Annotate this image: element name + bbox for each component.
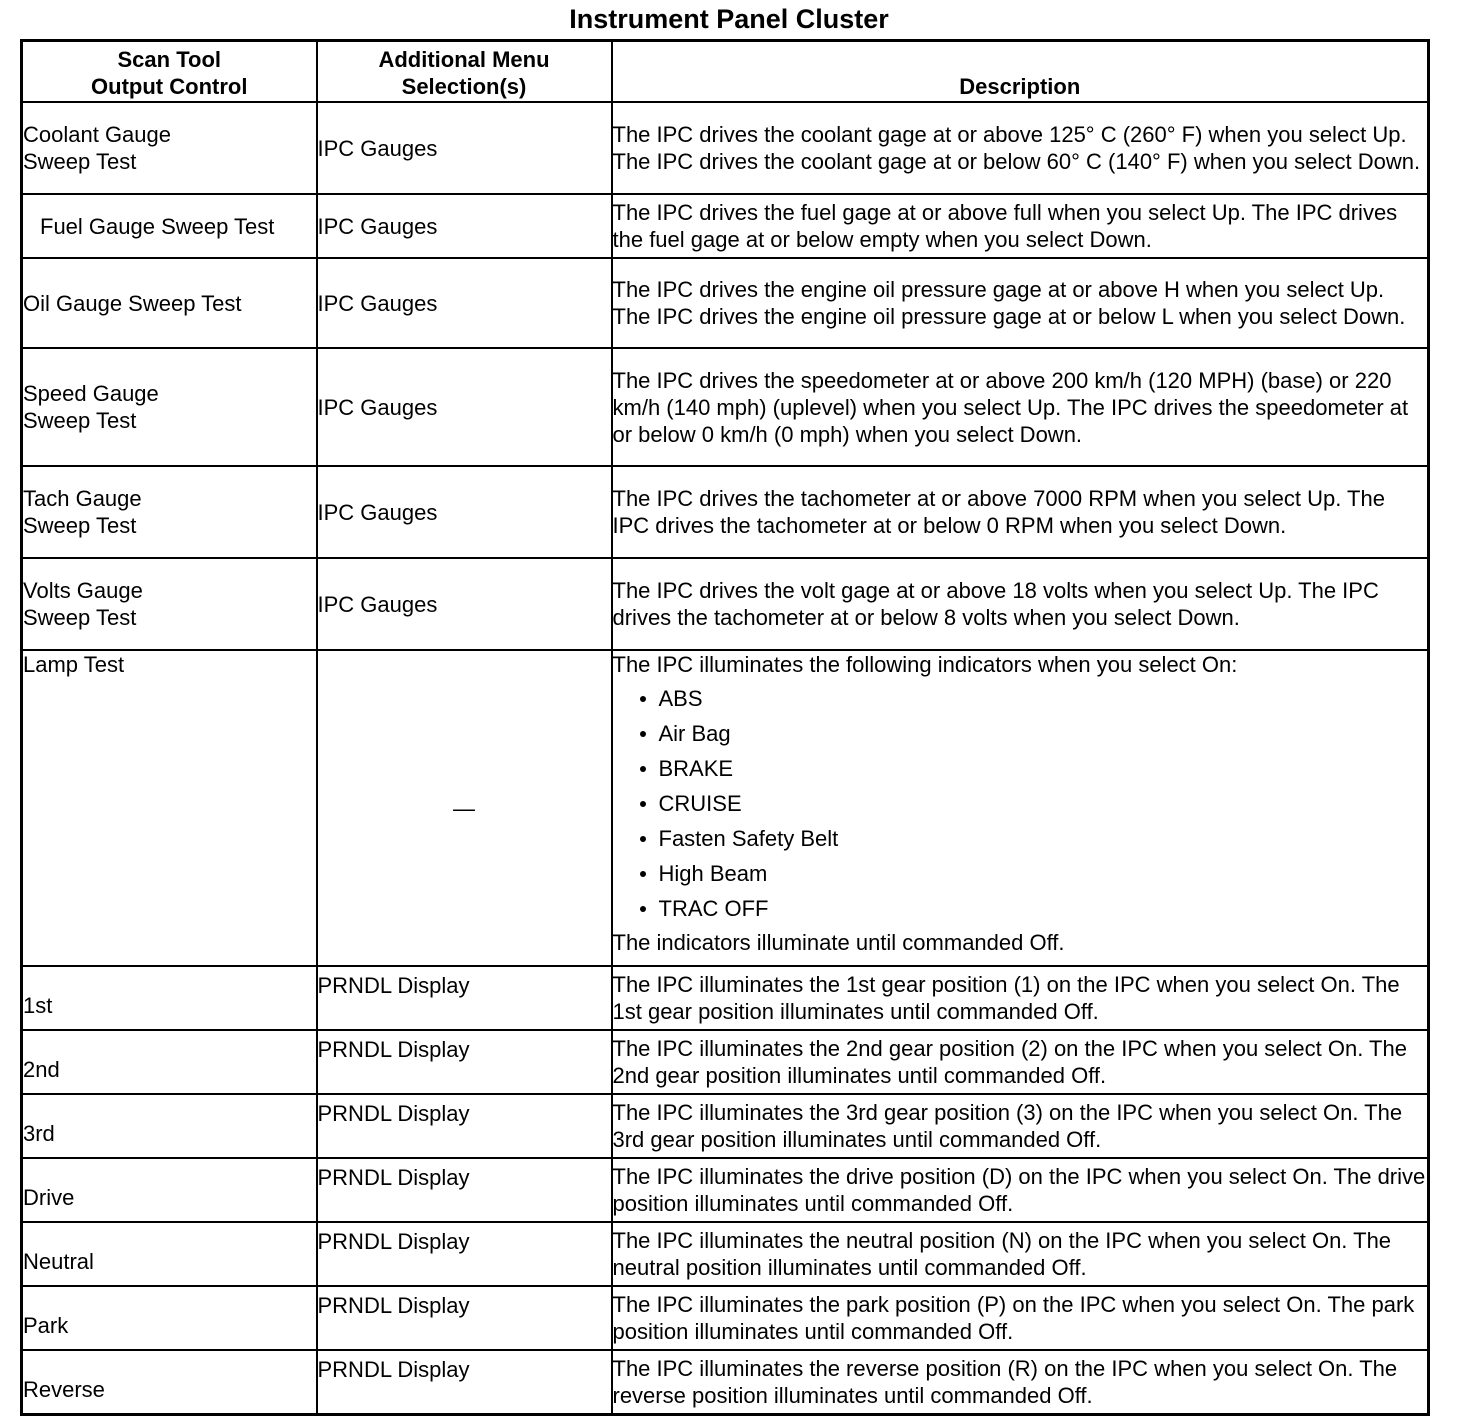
list-item: CRUISE (637, 786, 1428, 821)
table-row (22, 558, 1429, 650)
table-row (22, 1094, 1429, 1158)
menu-selection-cell: IPC Gauges (317, 348, 612, 466)
menu-selection-cell: PRNDL Display (317, 1094, 612, 1158)
description-cell: The IPC drives the coolant gage at or above 125° C (260° F) when you select Up. The IPC drives the coolant gage at or below 60° C (140° F) when you select Down. (612, 102, 1429, 194)
description-cell: The IPC illuminates the park position (P) on the IPC when you select On. The park position illuminates until commanded Off. (612, 1286, 1429, 1350)
description-cell: The IPC illuminates the reverse position (R) on the IPC when you select On. The reverse position illuminates until commanded Off. (612, 1350, 1429, 1414)
table-row (22, 1030, 1429, 1094)
menu-selection-cell: PRNDL Display (317, 1286, 612, 1350)
output-control-cell: Oil Gauge Sweep Test (22, 258, 317, 348)
lamp-test-row (22, 650, 1429, 966)
description-cell: The IPC drives the engine oil pressure gage at or above H when you select Up. The IPC drives the engine oil pressure gage at or below L when you select Down. (612, 258, 1429, 348)
description-cell: The IPC illuminates the 2nd gear position (2) on the IPC when you select On. The 2nd gear position illuminates until commanded Off. (612, 1030, 1429, 1094)
indicator-list (613, 681, 1428, 926)
output-control-cell: Neutral (22, 1222, 317, 1286)
table-row (22, 194, 1429, 258)
header-scan-tool-output-control: Scan Tool Output Control (22, 41, 317, 103)
output-control-cell: Coolant Gauge Sweep Test (22, 102, 317, 194)
list-item: TRAC OFF (637, 891, 1428, 926)
table-row (22, 466, 1429, 558)
output-control-cell: Reverse (22, 1350, 317, 1414)
table-row (22, 1286, 1429, 1350)
table-row (22, 966, 1429, 1030)
description-cell: The IPC illuminates the 3rd gear position (3) on the IPC when you select On. The 3rd gear position illuminates until commanded Off. (612, 1094, 1429, 1158)
lamp-test-outro: The indicators illuminate until commanded Off. (612, 930, 1065, 955)
output-control-cell: Speed Gauge Sweep Test (22, 348, 317, 466)
list-item: High Beam (637, 856, 1428, 891)
list-item: Fasten Safety Belt (637, 821, 1428, 856)
list-item: ABS (637, 681, 1428, 716)
table-row (22, 1158, 1429, 1222)
menu-selection-cell: PRNDL Display (317, 1350, 612, 1414)
menu-selection-cell: — (317, 650, 612, 966)
table-row (22, 258, 1429, 348)
table-header-row (22, 41, 1429, 103)
output-control-cell: Lamp Test (22, 650, 317, 966)
menu-selection-cell: IPC Gauges (317, 102, 612, 194)
page-title: Instrument Panel Cluster (569, 4, 889, 34)
list-item: Air Bag (637, 716, 1428, 751)
menu-selection-cell: IPC Gauges (317, 558, 612, 650)
description-cell: The IPC drives the tachometer at or above 7000 RPM when you select Up. The IPC drives the tachometer at or below 0 RPM when you select Down. (612, 466, 1429, 558)
output-control-cell: Tach Gauge Sweep Test (22, 466, 317, 558)
menu-selection-cell: PRNDL Display (317, 966, 612, 1030)
list-item: BRAKE (637, 751, 1428, 786)
header-description: Description (612, 41, 1429, 103)
output-control-cell: Volts Gauge Sweep Test (22, 558, 317, 650)
menu-selection-cell: IPC Gauges (317, 258, 612, 348)
description-cell: The IPC drives the fuel gage at or above full when you select Up. The IPC drives the fuel gage at or below empty when you select Down. (612, 194, 1429, 258)
description-cell: The IPC illuminates the 1st gear position (1) on the IPC when you select On. The 1st gear position illuminates until commanded Off. (612, 966, 1429, 1030)
menu-selection-cell: IPC Gauges (317, 194, 612, 258)
menu-selection-cell: PRNDL Display (317, 1222, 612, 1286)
output-control-cell: 3rd (22, 1094, 317, 1158)
description-cell: The IPC drives the volt gage at or above 18 volts when you select Up. The IPC drives the tachometer at or below 8 volts when you select Down. (612, 558, 1429, 650)
table-row (22, 102, 1429, 194)
output-control-table (20, 39, 1430, 1416)
menu-selection-cell: IPC Gauges (317, 466, 612, 558)
table-row (22, 1350, 1429, 1414)
description-cell: The IPC illuminates the neutral position (N) on the IPC when you select On. The neutral position illuminates until commanded Off. (612, 1222, 1429, 1286)
description-cell: The IPC illuminates the drive position (D) on the IPC when you select On. The drive position illuminates until commanded Off. (612, 1158, 1429, 1222)
menu-selection-cell: PRNDL Display (317, 1030, 612, 1094)
output-control-cell: Drive (22, 1158, 317, 1222)
lamp-test-intro: The IPC illuminates the following indicators when you select On: (612, 652, 1238, 677)
output-control-cell: 2nd (22, 1030, 317, 1094)
output-control-cell: Fuel Gauge Sweep Test (22, 194, 317, 258)
output-control-cell: 1st (22, 966, 317, 1030)
description-cell (612, 650, 1429, 966)
table-row (22, 1222, 1429, 1286)
table-row (22, 348, 1429, 466)
header-additional-menu-selections: Additional Menu Selection(s) (317, 41, 612, 103)
description-cell: The IPC drives the speedometer at or above 200 km/h (120 MPH) (base) or 220 km/h (140 mph) (uplevel) when you select Up. The IPC drives the speedometer at or below 0 km/h (0 mph) when you select Down. (612, 348, 1429, 466)
output-control-cell: Park (22, 1286, 317, 1350)
menu-selection-cell: PRNDL Display (317, 1158, 612, 1222)
